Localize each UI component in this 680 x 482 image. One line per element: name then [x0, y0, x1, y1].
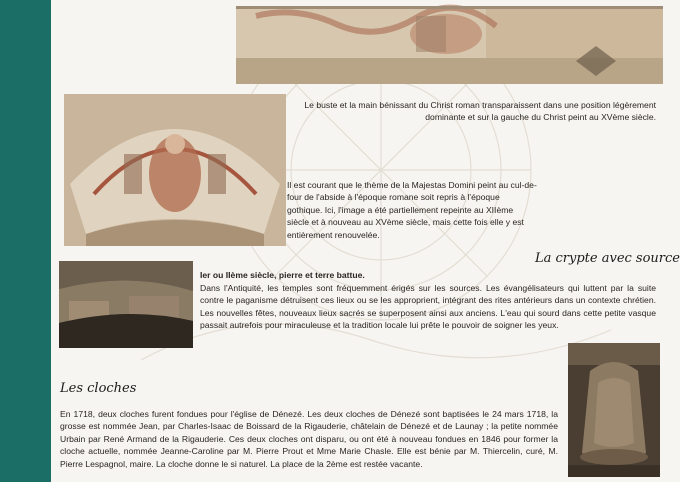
teal-sidebar-band: [0, 0, 51, 482]
apse-caption: Il est courant que le thème de la Majestas Domini peint au cul-de-four de l'abside à l'époque romane soit repris à l'époque gothique. Ici, l'image a été partiellement repeinte au XIIème siècle et à nouveau au XVème siècle, mais cette fois elle y est entièrement renouvelée.: [287, 179, 537, 240]
crypt-text: [200, 269, 656, 332]
crypt-photo: [59, 261, 193, 348]
bells-text: En 1718, deux cloches furent fondues pour l'église de Dénezé. Les deux cloches de Dénezé sont baptisées le 24 mars 1718, la grosse est nommée Jean, par Charles-Isaac de Boissard de la Rigauderie, châtelain de Dénezé et de Launay ; la petite nommée Urbain par René Armand de la Rigauderie. Ces deux cloches ont disparu, ou ont été à nouveau fondues en 1846 pour former la cloche actuelle, nommée Jeanne-Caroline par M. Pierre Prout et Mme Marie Chasle. Elle est bénie par M. Thiercelin, curé, M. Pierre Lespagnol, maire. La cloche donne le si naturel. La place de la 2ème est restée vacante.: [60, 408, 558, 469]
bells-heading: Les cloches: [60, 381, 137, 396]
bell-photo: [568, 343, 660, 477]
fresco-strip-photo: [236, 6, 663, 84]
crypt-heading: La crypte avec source: [535, 251, 680, 266]
crypt-lead: Ier ou IIème siècle, pierre et terre battue.: [200, 270, 365, 280]
fresco-caption: Le buste et la main bénissant du Christ roman transparaissent dans une position légèrement dominante et sur la gauche du Christ peint au XVème siècle.: [304, 99, 656, 123]
apse-fresco-photo: [64, 94, 286, 246]
crypt-body: Dans l'Antiquité, les temples sont fréquemment érigés sur les sources. Les évangélisateurs qui luttent par la suite contre le paganisme détruisent ces lieux ou se les approprient, intégrant des rites antérieurs dans un contexte chrétien. Les nouvelles fêtes, nouveaux lieux sacrés se superposent ainsi aux anciens. L'eau qui sourd dans cette petite vasque passait autrefois pour miraculeuse et la tradition locale lui prête le pouvoir de soigner les yeux.: [200, 282, 656, 330]
